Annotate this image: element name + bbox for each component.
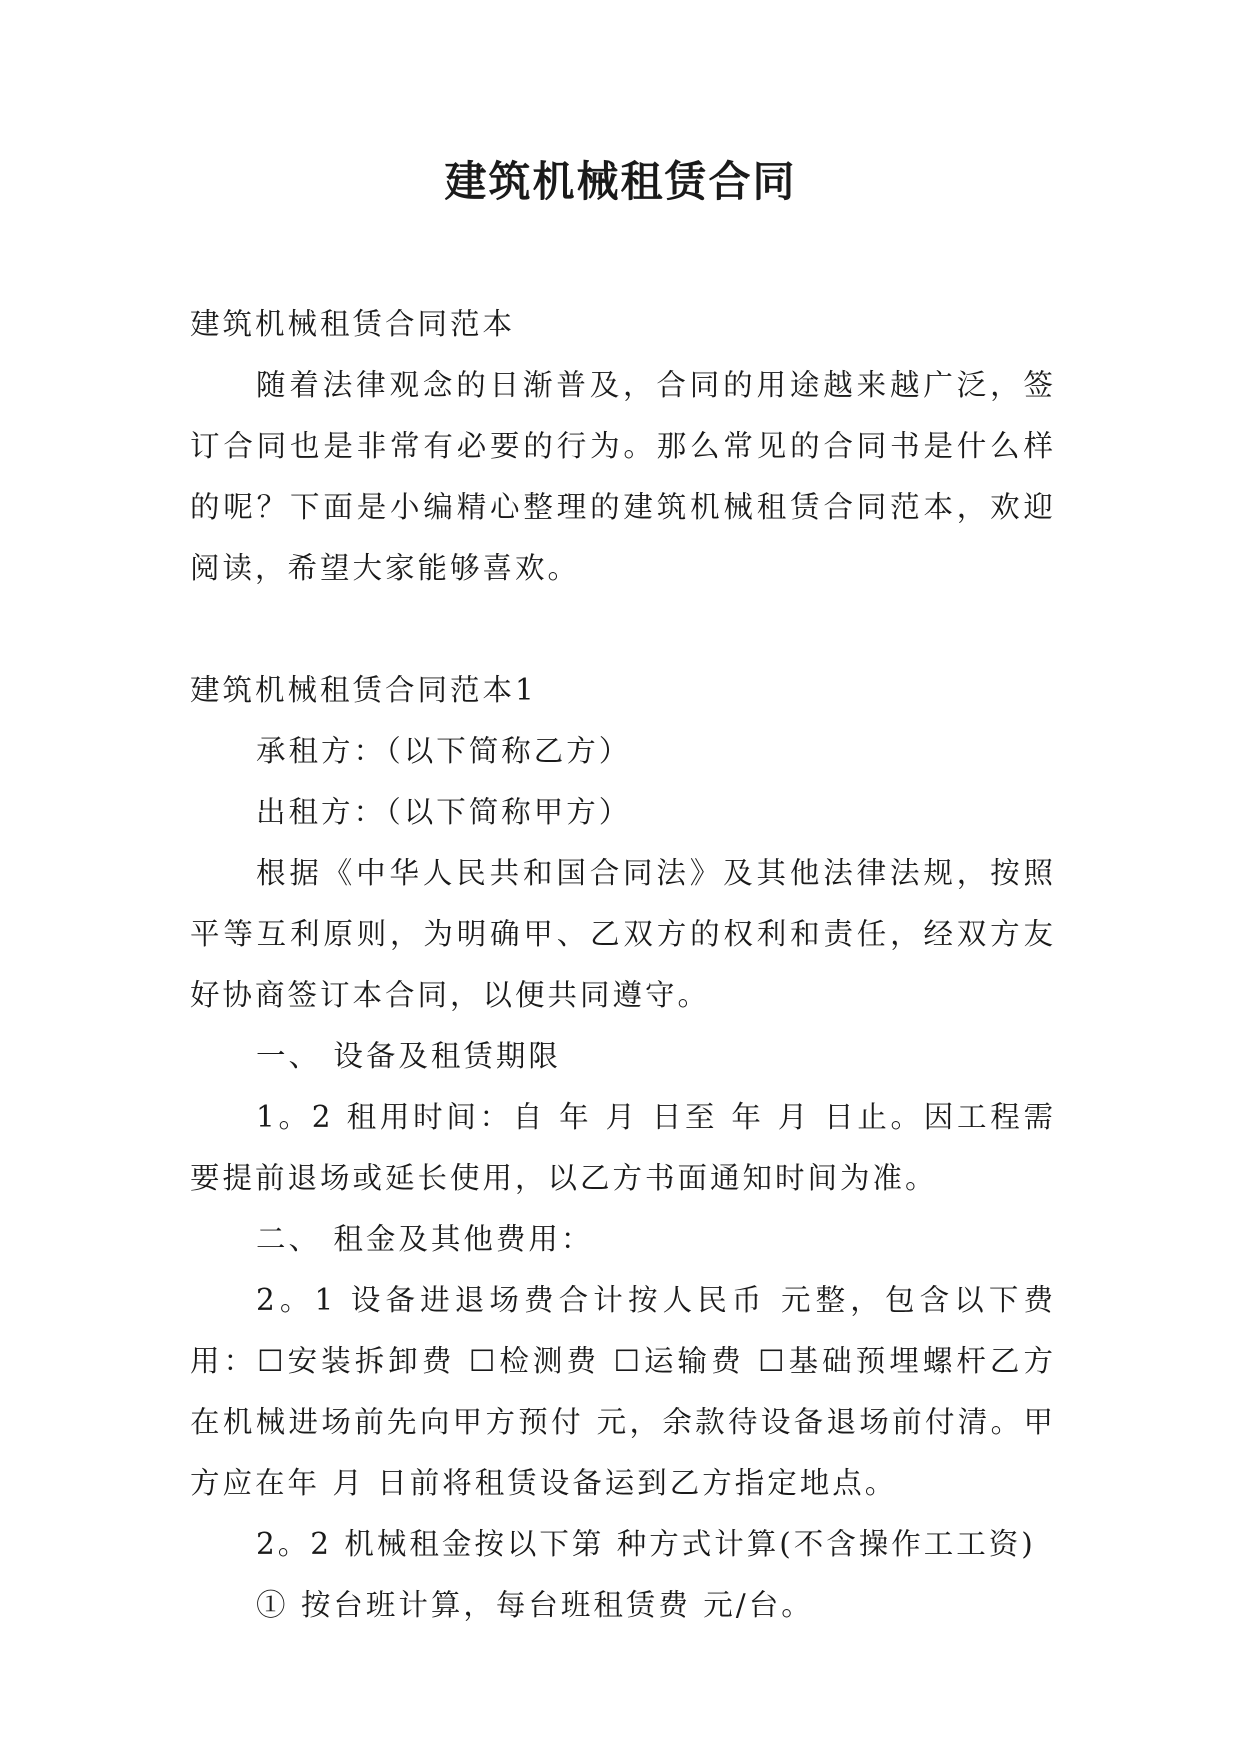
clause-heading: 一、 设备及租赁期限 xyxy=(256,1039,561,1073)
document-title: 建筑机械租赁合同 xyxy=(444,157,797,206)
lessor-line: 出租方：（以下简称甲方） xyxy=(256,795,632,829)
clause-paragraph: 2。2 机械租金按以下第 种方式计算(不含操作工工资) xyxy=(256,1527,1036,1561)
section-heading: 建筑机械租赁合同范本 xyxy=(190,307,516,341)
lessee-line: 承租方：（以下简称乙方） xyxy=(256,734,632,768)
clause-paragraph: 2。1 设备进退场费合计按人民币 元整，包含以下费用：☐安装拆卸费 ☐检测费 ☐运输费 ☐基础预埋螺杆乙方在机械进场前先向甲方预付 元，余款待设备退场前付清。甲方应在年 月 日前将租赁设备运到乙方指定地点。 xyxy=(190,1283,1056,1500)
preamble-paragraph: 根据《中华人民共和国合同法》及其他法律法规，按照平等互利原则，为明确甲、乙双方的权利和责任，经双方友好协商签订本合同，以便共同遵守。 xyxy=(190,856,1056,1012)
document-body xyxy=(190,294,1056,1636)
clause-paragraph: ① 按台班计算，每台班租赁费 元/台。 xyxy=(256,1588,814,1622)
paragraph-gap xyxy=(190,599,1056,660)
intro-paragraph: 随着法律观念的日渐普及，合同的用途越来越广泛，签订合同也是非常有必要的行为。那么常见的合同书是什么样的呢？下面是小编精心整理的建筑机械租赁合同范本，欢迎阅读，希望大家能够喜欢。 xyxy=(190,368,1056,585)
section-heading: 建筑机械租赁合同范本1 xyxy=(190,673,537,707)
clause-paragraph: 1。2 租用时间：自 年 月 日至 年 月 日止。因工程需要提前退场或延长使用，以乙方书面通知时间为准。 xyxy=(190,1100,1056,1195)
clause-heading: 二、 租金及其他费用： xyxy=(256,1222,594,1256)
